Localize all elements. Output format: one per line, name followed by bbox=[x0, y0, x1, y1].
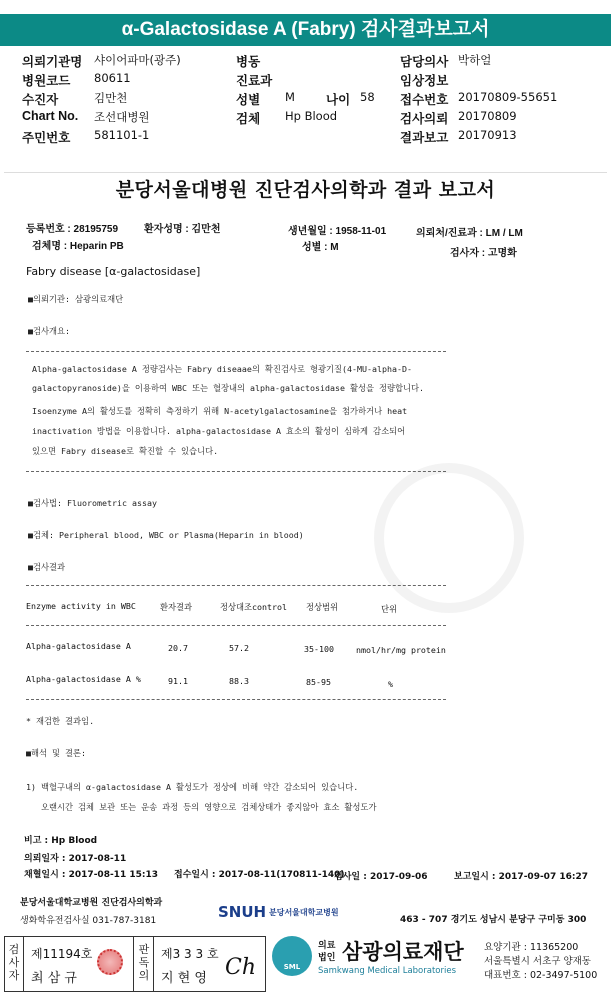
interpretation-heading: ■해석 및 결론: bbox=[26, 748, 87, 758]
orderer-value: 샤이어파마(광주) bbox=[94, 53, 181, 67]
rrn-label: 주민번호 bbox=[22, 131, 71, 145]
institution-line: ■의뢰기관: 삼광의료재단 bbox=[28, 294, 124, 304]
inspector-label: 검 사 자 bbox=[8, 943, 20, 982]
physician-label: 판 독 의 bbox=[138, 943, 150, 982]
examiner: 검사자 : 고명화 bbox=[450, 248, 517, 259]
birth-date: 생년월일 : 1958-11-01 bbox=[288, 226, 387, 237]
rrn-value: 581101-1 bbox=[94, 128, 150, 142]
receipt-value: 20170809-55651 bbox=[458, 90, 558, 104]
table-cell: nmol/hr/mg protein bbox=[356, 645, 446, 655]
org-eng: Samkwang Medical Laboratories bbox=[318, 966, 457, 976]
scanned-report bbox=[4, 172, 607, 930]
divider bbox=[26, 625, 446, 626]
signature-footer bbox=[0, 934, 611, 1000]
chart-no-value: 조선대병원 bbox=[94, 110, 150, 124]
results-heading: ■검사결과 bbox=[28, 562, 66, 572]
overview-line: inactivation 방법을 이용합니다. alpha-galactosidase A 효소의 활성이 심하게 감소되어 bbox=[32, 426, 406, 436]
snuh-watermark bbox=[374, 463, 524, 613]
table-header: 정상범위 bbox=[306, 602, 339, 612]
physician-name: 지 현 영 bbox=[161, 971, 207, 986]
patient-info-section bbox=[22, 52, 602, 147]
divider bbox=[26, 351, 446, 352]
table-header: 단위 bbox=[381, 604, 398, 614]
specimen-line: ■검체: Peripheral blood, WBC or Plasma(Heparin in blood) bbox=[28, 530, 304, 540]
table-header: 정상대조control bbox=[220, 602, 288, 612]
dept-label: 진료과 bbox=[236, 74, 273, 88]
specimen-name: 검체명 : Heparin PB bbox=[32, 241, 124, 252]
org-name: 삼광의료재단 bbox=[342, 940, 464, 964]
interpretation-line: 오랜시간 검체 보관 또는 운송 과정 등의 영향으로 검체상태가 좋지않아 효소 활성도가 bbox=[26, 802, 377, 812]
table-cell: 20.7 bbox=[168, 643, 188, 653]
section-title: Fabry disease [α-galactosidase] bbox=[26, 265, 201, 278]
doctor-value: 박하얼 bbox=[458, 53, 492, 67]
receipt-date: 접수일시 : 2017-08-11(170811-140) bbox=[174, 870, 345, 880]
table-cell: 85-95 bbox=[306, 677, 331, 687]
orderer-label: 의뢰기관명 bbox=[22, 55, 83, 69]
footer-org: 분당서울대학교병원 진단검사의학과 bbox=[20, 898, 163, 908]
doctor-label: 담당의사 bbox=[400, 55, 449, 69]
result-report-label: 결과보고 bbox=[400, 131, 449, 145]
org-address: 서울특별시 서초구 양재동 bbox=[484, 956, 591, 967]
request-date: 의뢰일자 : 2017-08-11 bbox=[24, 854, 127, 864]
table-cell: % bbox=[388, 679, 393, 689]
footer-phone: 생화학유전검사실 031-787-3181 bbox=[20, 916, 157, 926]
request-label: 검사의뢰 bbox=[400, 112, 449, 126]
specimen-value: Hp Blood bbox=[285, 109, 338, 123]
overview-line: galactopyranoside)을 이용하여 WBC 또는 혈장내의 alpha-galactosidase 활성을 정량합니다. bbox=[32, 383, 425, 393]
patient-name: 환자성명 : 김만천 bbox=[144, 224, 221, 235]
inspector-name: 최 삼 규 bbox=[31, 971, 77, 986]
request-value: 20170809 bbox=[458, 109, 517, 123]
snuh-logo: SNUH bbox=[218, 903, 267, 921]
test-date: 검사일 : 2017-09-06 bbox=[334, 872, 428, 882]
table-cell: 91.1 bbox=[168, 676, 188, 686]
chart-no-label: Chart No. bbox=[22, 109, 79, 123]
table-header: 환자결과 bbox=[160, 602, 193, 612]
signer-box bbox=[4, 936, 266, 992]
interpretation-line: 1) 백혈구내의 α-galactosidase A 활성도가 정상에 비해 약간 감소되어 있습니다. bbox=[26, 782, 359, 792]
report-header: 분당서울대병원 진단검사의학과 결과 보고서 bbox=[115, 179, 496, 201]
care-no: 요양기관 : 11365200 bbox=[484, 942, 579, 953]
patient-label: 수진자 bbox=[22, 93, 59, 107]
org-small1: 의료 bbox=[318, 941, 336, 951]
table-cell: Alpha-galactosidase A % bbox=[26, 674, 141, 684]
clinical-label: 임상정보 bbox=[400, 74, 449, 88]
ordering-dept: 의뢰처/진료과 : LM / LM bbox=[416, 228, 523, 239]
sml-logo-icon: SML bbox=[272, 936, 312, 976]
overview-line: 있으면 Fabry disease로 확진할 수 있습니다. bbox=[32, 446, 219, 456]
seal-icon bbox=[97, 949, 123, 975]
sex-value: M bbox=[285, 90, 295, 104]
overview-line: Isoenzyme A의 활성도를 정확히 측정하기 위해 N-acetylgalactosamine을 첨가하거나 heat bbox=[32, 406, 408, 416]
physician-no: 제3 3 3 호 bbox=[161, 947, 219, 961]
overview-heading: ■검사개요: bbox=[28, 326, 71, 336]
reg-no: 등록번호 : 28195759 bbox=[26, 224, 119, 235]
hospital-code-label: 병원코드 bbox=[22, 74, 71, 88]
footer-address: 463 - 707 경기도 성남시 분당구 구미동 300 bbox=[400, 915, 587, 925]
ward-label: 병동 bbox=[236, 55, 261, 69]
hospital-code-value: 80611 bbox=[94, 71, 131, 85]
divider bbox=[26, 699, 446, 700]
age-value: 58 bbox=[360, 90, 375, 104]
sex-label: 성별 bbox=[236, 93, 261, 107]
report-sex: 성별 : M bbox=[302, 242, 339, 253]
table-cell: 88.3 bbox=[229, 676, 249, 686]
report-title: α-Galactosidase A (Fabry) 검사결과보고서 bbox=[0, 14, 611, 46]
collect-date: 채혈일시 : 2017-08-11 15:13 bbox=[24, 870, 158, 880]
age-label: 나이 bbox=[326, 93, 351, 107]
patient-value: 김만천 bbox=[94, 91, 128, 105]
specimen-label: 검체 bbox=[236, 112, 261, 126]
org-small2: 법인 bbox=[318, 953, 336, 963]
signature: Ch bbox=[225, 955, 257, 980]
remark: 비고 : Hp Blood bbox=[24, 836, 98, 846]
table-cell: 35-100 bbox=[304, 644, 334, 654]
table-header: Enzyme activity in WBC bbox=[26, 601, 136, 611]
method-line: ■검사법: Fluorometric assay bbox=[28, 498, 157, 508]
org-phone: 대표번호 : 02-3497-5100 bbox=[484, 970, 598, 981]
receipt-label: 접수번호 bbox=[400, 93, 449, 107]
divider bbox=[26, 471, 446, 472]
inspector-no: 제11194호 bbox=[31, 947, 93, 961]
recheck-note: * 재검한 결과임. bbox=[26, 716, 95, 726]
divider bbox=[26, 585, 446, 586]
result-report-value: 20170913 bbox=[458, 128, 517, 142]
snuh-logo-sub: 분당서울대학교병원 bbox=[269, 908, 339, 917]
table-cell: Alpha-galactosidase A bbox=[26, 641, 131, 651]
overview-line: Alpha-galactosidase A 정량검사는 Fabry diseaae의 확진검사로 형광기질(4-MU-alpha-D- bbox=[32, 364, 412, 374]
report-date: 보고일시 : 2017-09-07 16:27 bbox=[454, 872, 588, 882]
table-cell: 57.2 bbox=[229, 643, 249, 653]
